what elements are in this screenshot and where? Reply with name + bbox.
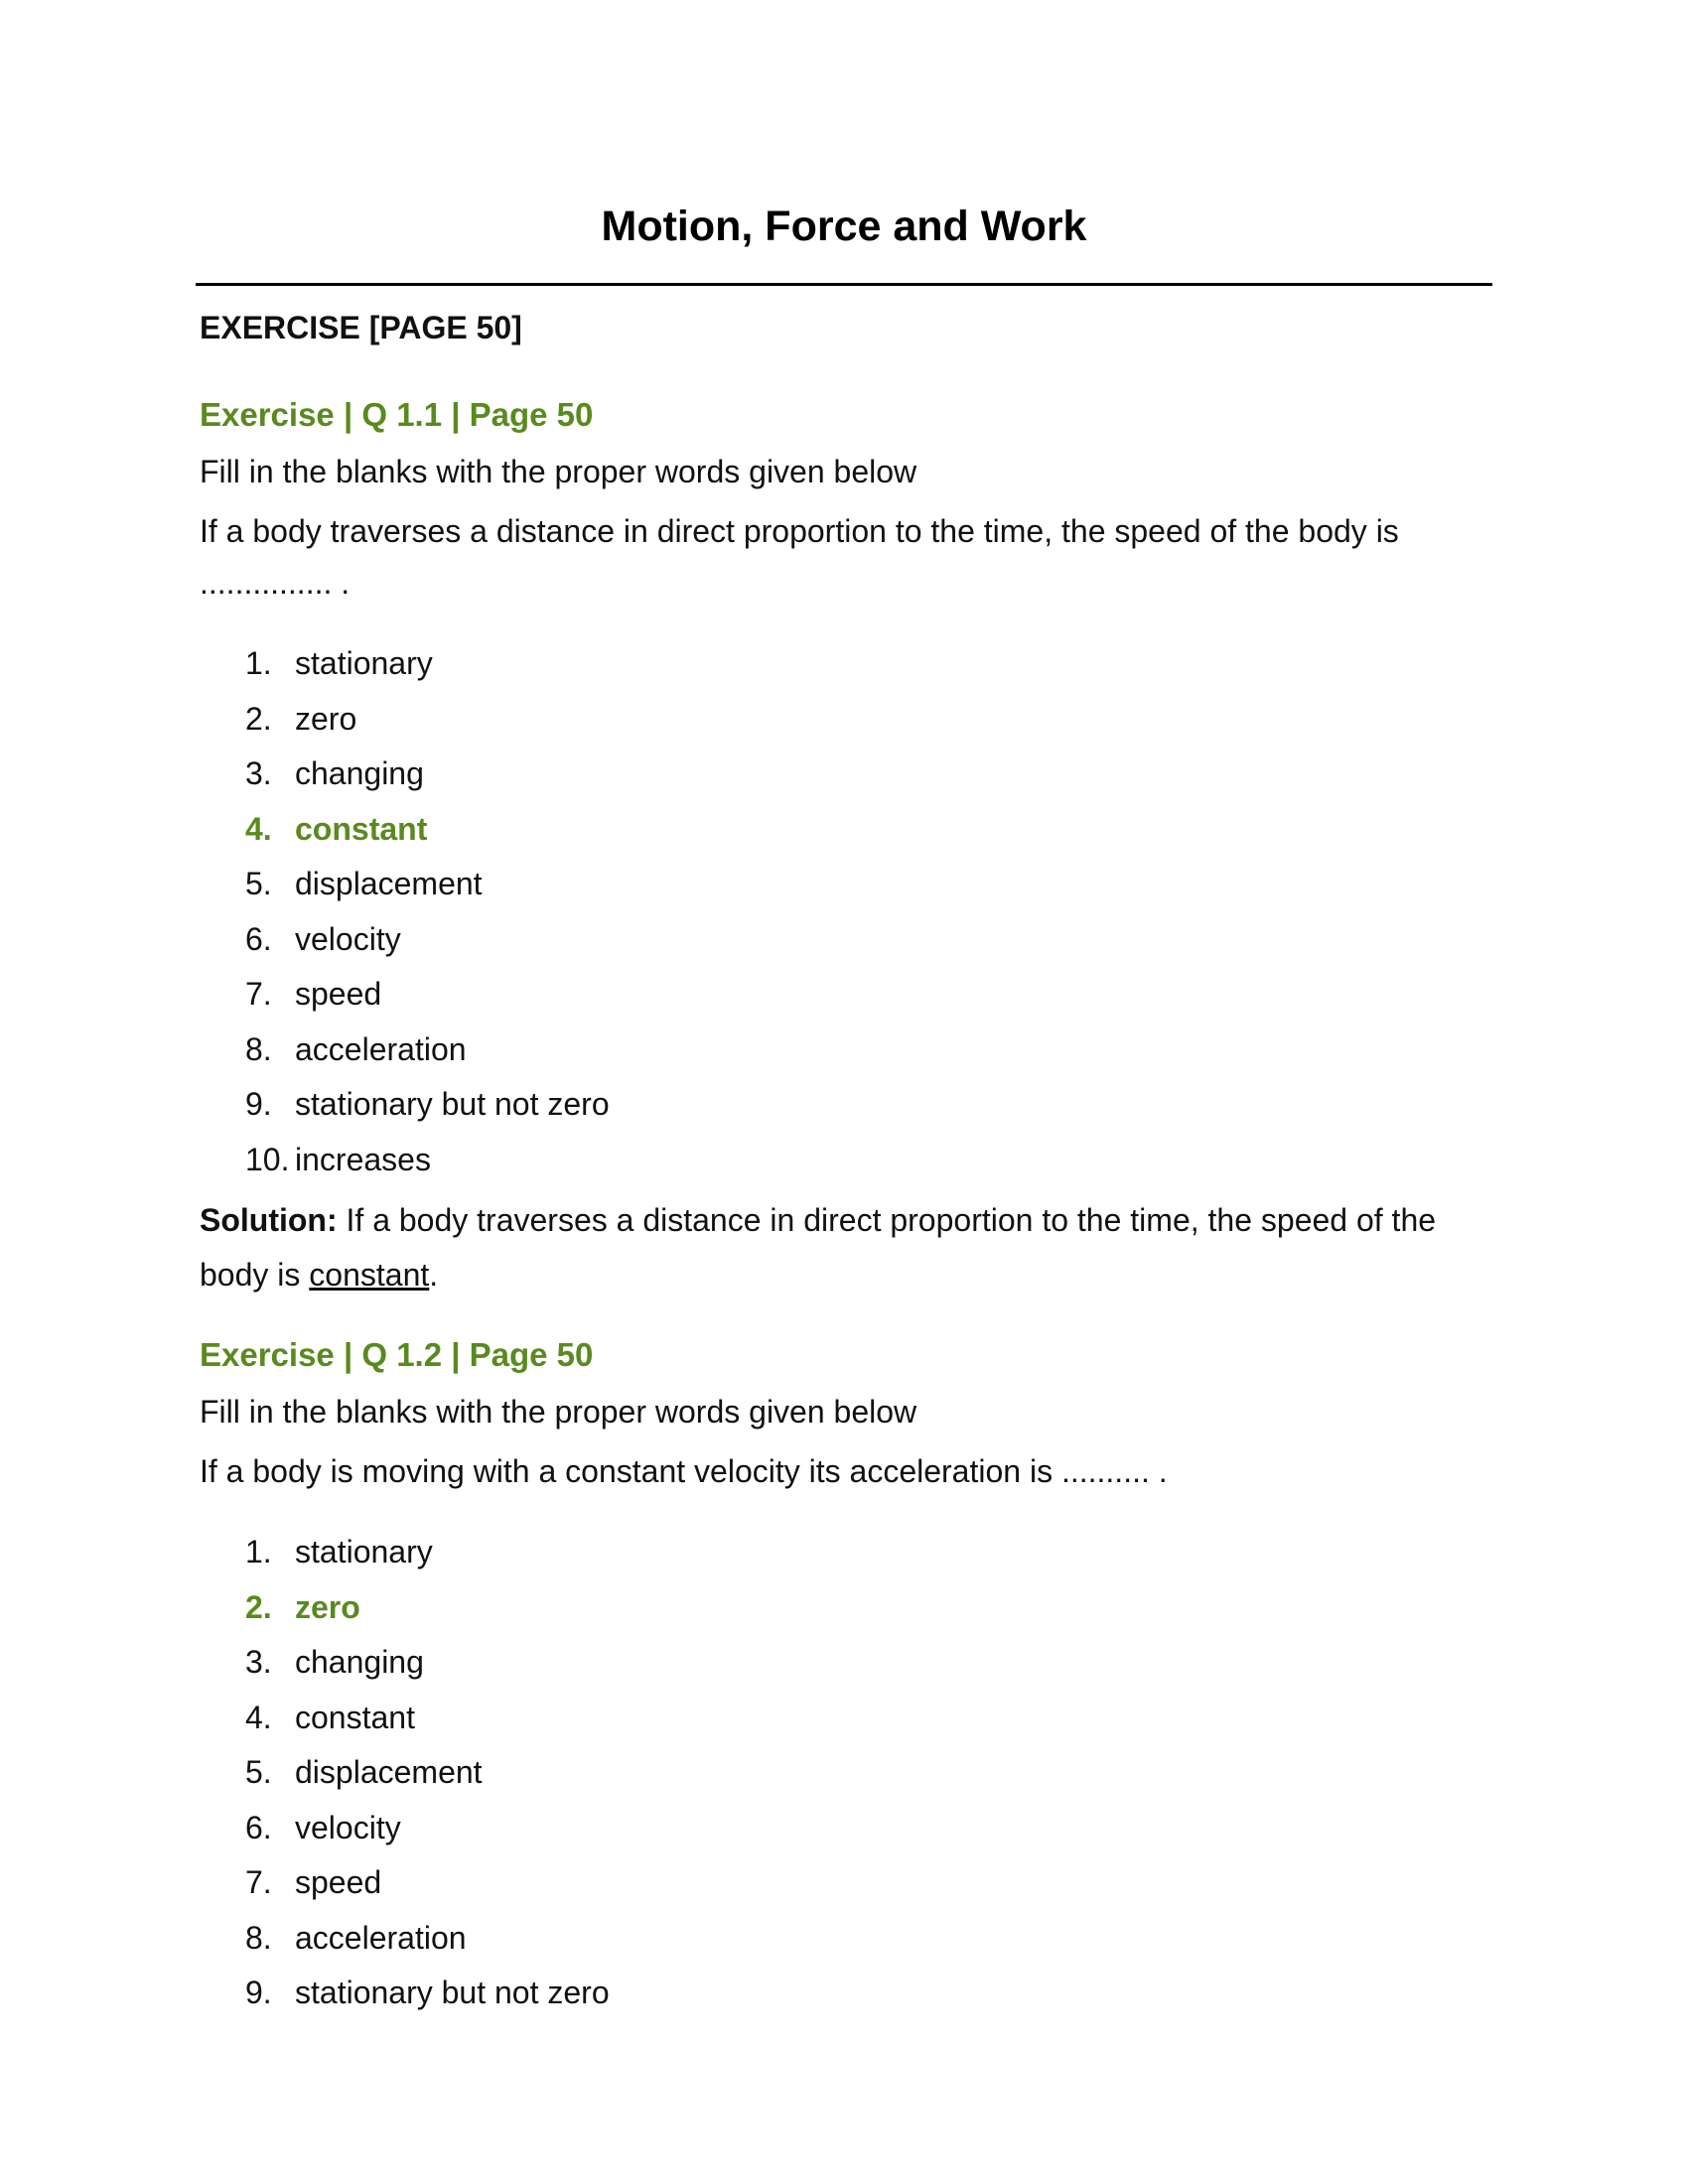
option-text: stationary but not zero [295, 1975, 610, 2010]
option-item [245, 1635, 1492, 1691]
option-item [245, 692, 1492, 748]
question-text: If a body traverses a distance in direct proportion to the time, the speed of the body is ............... . [200, 513, 1399, 601]
option-number: 7. [245, 1864, 272, 1900]
option-item [245, 1855, 1492, 1911]
question-instruction: Fill in the blanks with the proper words given below [200, 454, 917, 489]
option-text: speed [295, 1864, 382, 1900]
option-number: 4. [245, 1699, 272, 1735]
option-item [245, 1023, 1492, 1078]
option-text: acceleration [295, 1919, 467, 1956]
option-text: velocity [295, 1809, 401, 1845]
option-text: increases [295, 1141, 431, 1177]
option-number: 1. [245, 645, 272, 681]
option-number: 1. [245, 1534, 272, 1570]
option-text: zero [295, 1588, 360, 1625]
options-list [200, 636, 1492, 1187]
option-text: displacement [295, 1754, 483, 1790]
option-item-correct [245, 802, 1492, 858]
section-heading: EXERCISE [PAGE 50] [200, 310, 522, 345]
question-heading: Exercise | Q 1.1 | Page 50 [200, 396, 594, 433]
option-text: stationary [295, 645, 433, 681]
option-item [245, 1801, 1492, 1856]
options-list [200, 1525, 1492, 2021]
option-number: 6. [245, 920, 272, 957]
option-text: changing [295, 755, 424, 791]
option-item [245, 1133, 1492, 1188]
option-item [245, 967, 1492, 1023]
option-item [245, 1966, 1492, 2021]
option-number: 10. [245, 1141, 290, 1177]
option-item [245, 1911, 1492, 1967]
option-text: speed [295, 976, 382, 1012]
option-number: 5. [245, 866, 272, 901]
option-text: changing [295, 1644, 424, 1680]
option-text: constant [295, 1699, 415, 1735]
option-item [245, 912, 1492, 968]
question-heading: Exercise | Q 1.2 | Page 50 [200, 1336, 594, 1373]
option-number: 9. [245, 1086, 272, 1122]
solution-label: Solution: [200, 1202, 338, 1238]
page-title: Motion, Force and Work [601, 203, 1087, 250]
option-item [245, 1077, 1492, 1133]
question-text: If a body is moving with a constant velocity its acceleration is .......... . [200, 1453, 1168, 1489]
page-content [200, 303, 1492, 2027]
question-instruction: Fill in the blanks with the proper words given below [200, 1394, 917, 1430]
solution-body: If a body traverses a distance in direct proportion to the time, the speed of the body is [200, 1202, 1437, 1293]
option-text: stationary [295, 1534, 433, 1570]
option-text: constant [295, 810, 428, 847]
option-number: 2. [245, 700, 272, 737]
solution-text [200, 1193, 1492, 1302]
option-text: displacement [295, 866, 483, 901]
option-text: velocity [295, 920, 401, 957]
option-item [245, 1745, 1492, 1801]
option-number: 9. [245, 1975, 272, 2010]
option-number: 8. [245, 1030, 272, 1067]
question-block-1-2 [200, 1330, 1492, 2021]
option-text: stationary but not zero [295, 1086, 610, 1122]
option-number: 4. [245, 810, 272, 847]
option-item [245, 1525, 1492, 1580]
option-item-correct [245, 1580, 1492, 1636]
option-number: 3. [245, 755, 272, 791]
option-text: acceleration [295, 1030, 467, 1067]
solution-end: . [429, 1257, 439, 1293]
option-number: 8. [245, 1919, 272, 1956]
solution-answer: constant [309, 1257, 430, 1293]
option-number: 3. [245, 1644, 272, 1680]
option-item [245, 747, 1492, 802]
option-number: 7. [245, 976, 272, 1012]
option-text: zero [295, 700, 357, 737]
question-block-1-1 [200, 390, 1492, 1302]
option-number: 6. [245, 1809, 272, 1845]
option-item [245, 1691, 1492, 1746]
option-number: 5. [245, 1754, 272, 1790]
option-item [245, 636, 1492, 692]
title-divider [196, 283, 1492, 286]
option-number: 2. [245, 1588, 272, 1625]
option-item [245, 857, 1492, 912]
